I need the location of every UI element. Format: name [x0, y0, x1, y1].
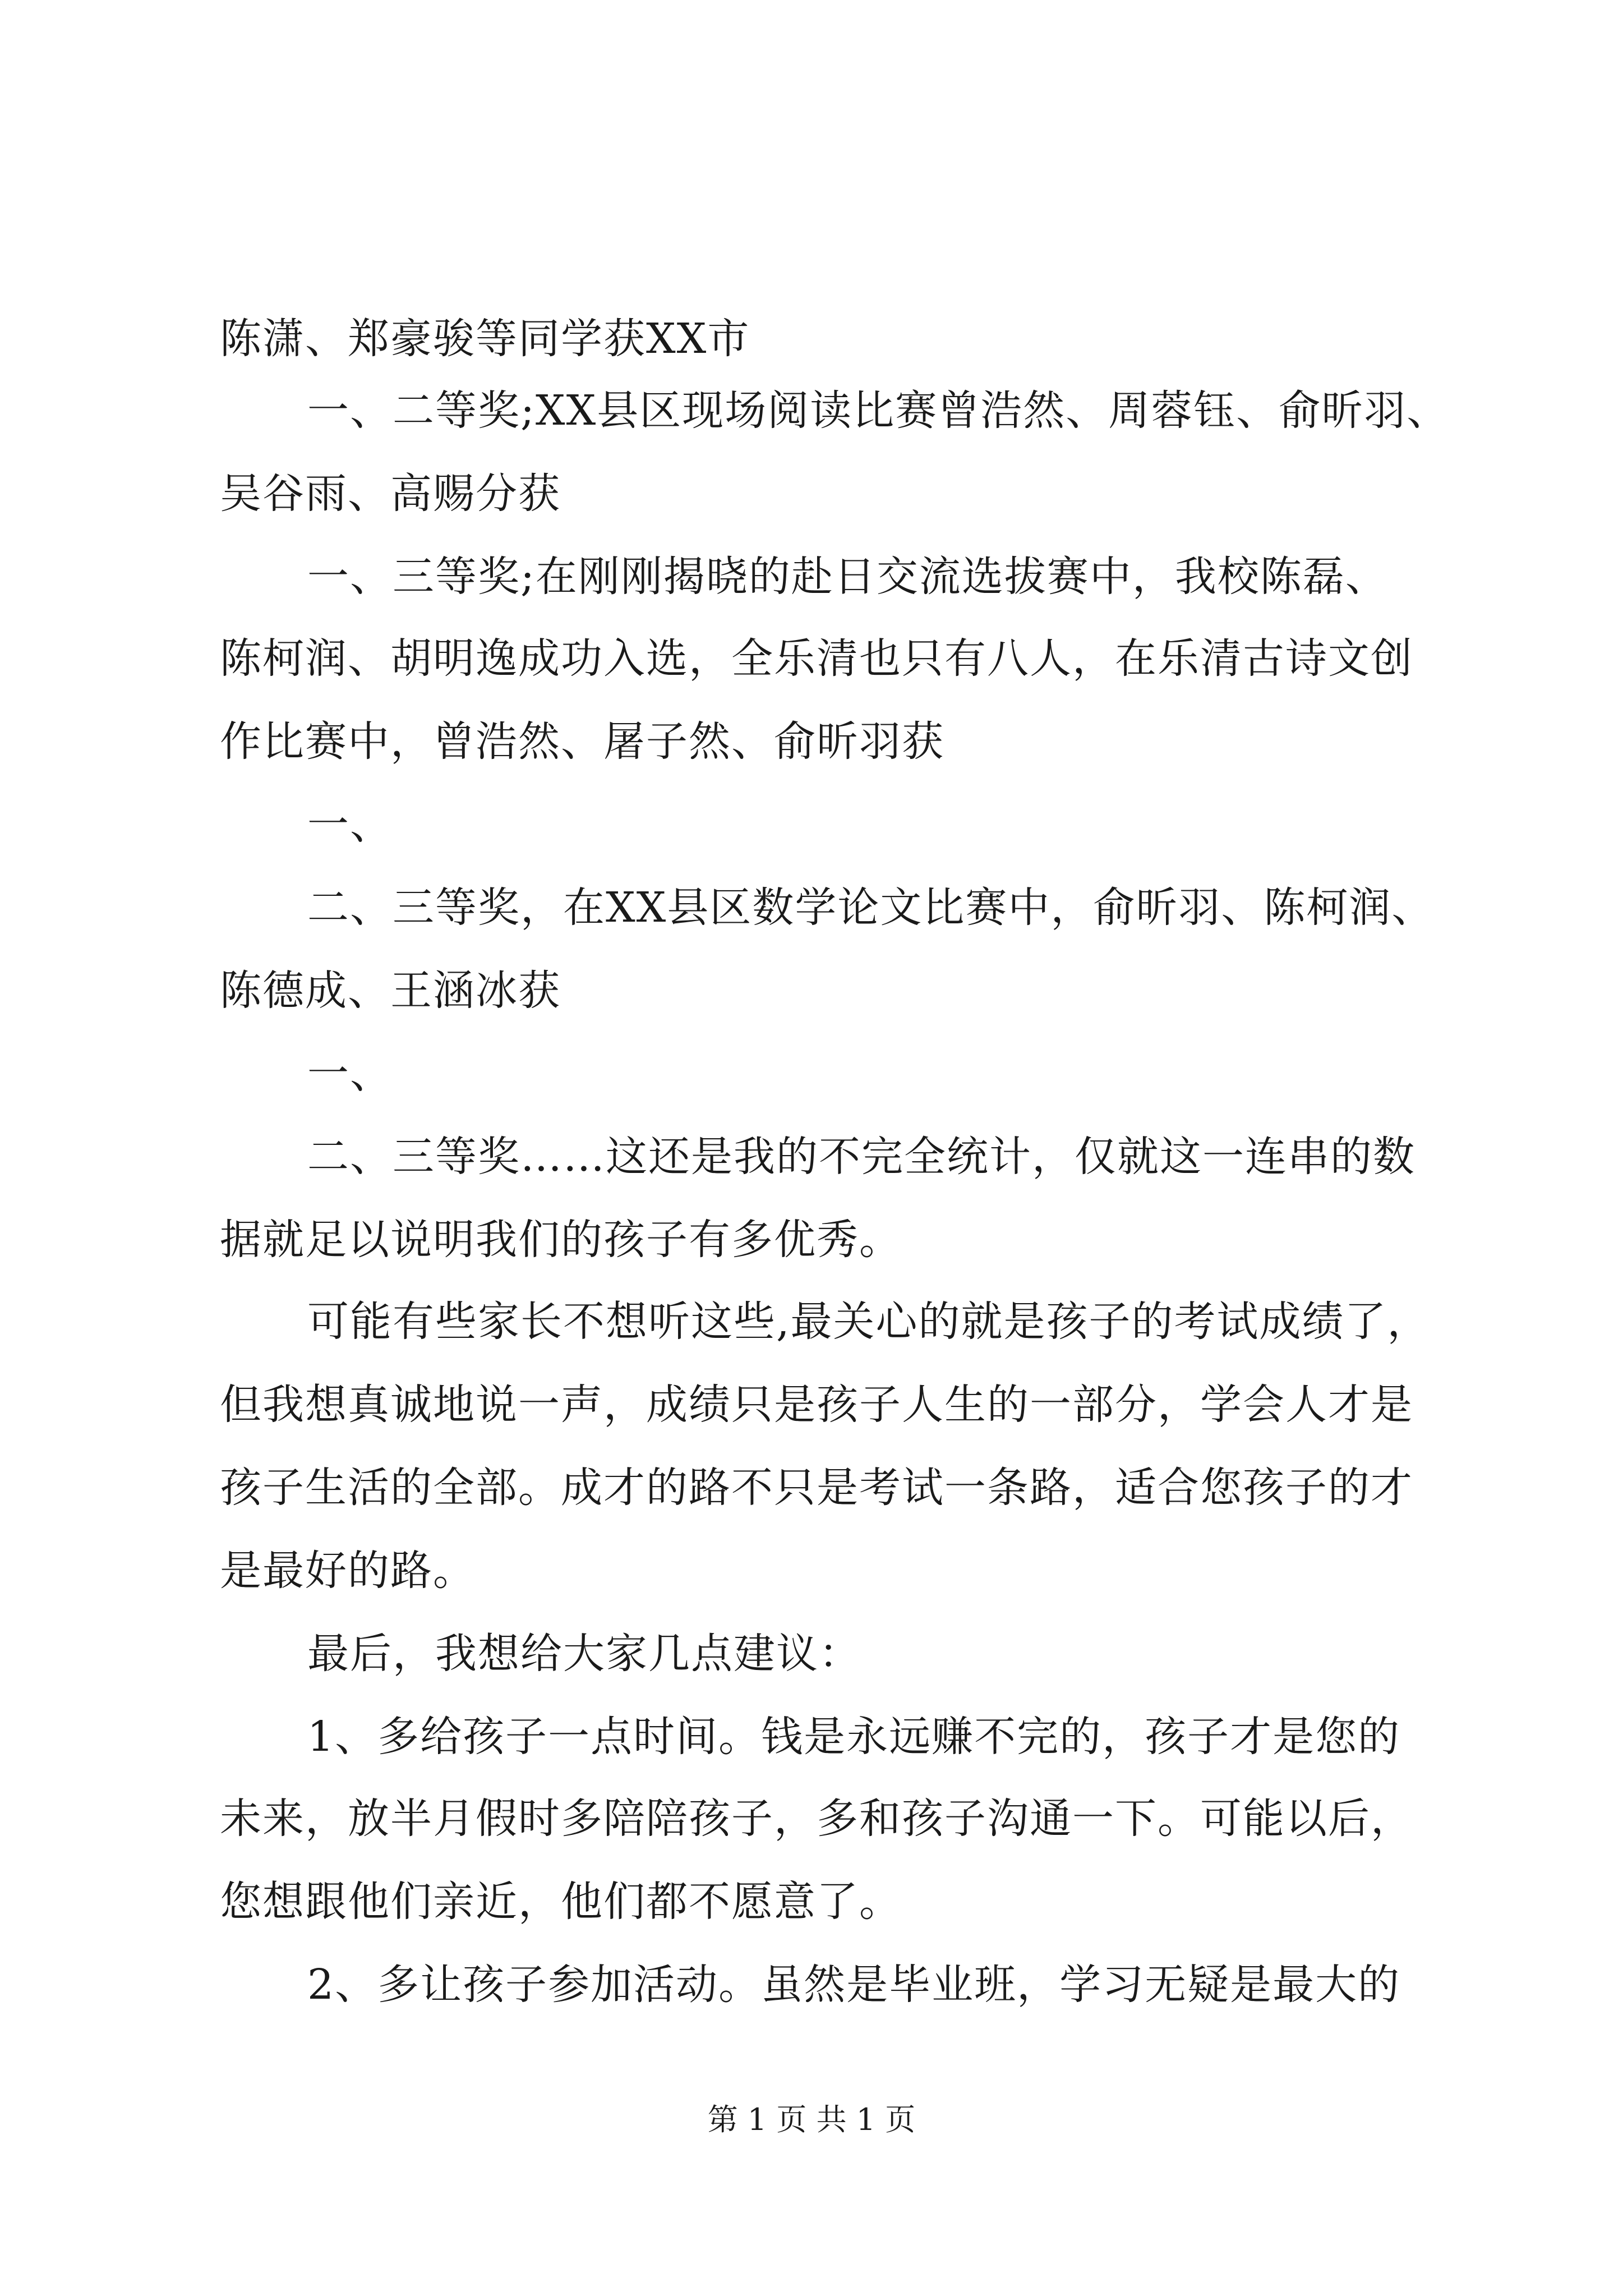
text-line: 最后，我想给大家几点建议： — [307, 1630, 861, 1678]
text-line: 1、多给孩子一点时间。钱是永远赚不完的，孩子才是您的 — [307, 1713, 1401, 1761]
text-line: 二、三等奖，在XX县区数学论文比赛中，俞昕羽、陈柯润、 — [307, 884, 1435, 932]
text-line: 是最好的路。 — [220, 1547, 476, 1595]
text-line: 二、三等奖……这还是我的不完全统计，仅就这一连串的数 — [307, 1133, 1415, 1181]
text-line: 据就足以说明我们的孩子有多优秀。 — [220, 1216, 902, 1264]
text-line: 孩子生活的全部。成才的路不只是考试一条路，适合您孩子的才 — [220, 1464, 1413, 1512]
text-line: 但我想真诚地说一声，成绩只是孩子人生的一部分，学会人才是 — [220, 1381, 1413, 1429]
text-line: 一、三等奖;在刚刚揭晓的赴日交流选拔赛中，我校陈磊、 — [307, 553, 1388, 601]
text-line: 您想跟他们亲近，他们都不愿意了。 — [220, 1878, 902, 1926]
page-number-footer: 第 1 页 共 1 页 — [707, 2102, 916, 2137]
text-line: 一、二等奖;XX县区现场阅读比赛曾浩然、周蓉钰、俞昕羽、 — [307, 386, 1450, 435]
text-line: 陈柯润、胡明逸成功入选，全乐清也只有八人，在乐清古诗文创 — [220, 634, 1413, 683]
text-line: 2、多让孩子参加活动。虽然是毕业班，学习无疑是最大的 — [307, 1961, 1401, 2009]
text-line: 陈德成、王涵冰获 — [220, 967, 561, 1015]
text-line: 陈潇、郑豪骏等同学获XX市 — [220, 315, 750, 363]
text-line: 未来，放半月假时多陪陪孩子，多和孩子沟通一下。可能以后， — [220, 1795, 1413, 1843]
text-line: 作比赛中，曾浩然、屠子然、俞昕羽获 — [220, 717, 944, 766]
text-line: 吴谷雨、高赐分获 — [220, 470, 561, 518]
text-line: 一、 — [307, 1050, 393, 1098]
text-line: 可能有些家长不想听这些,最关心的就是孩子的考试成绩了， — [307, 1297, 1430, 1346]
text-line: 一、 — [307, 800, 393, 849]
